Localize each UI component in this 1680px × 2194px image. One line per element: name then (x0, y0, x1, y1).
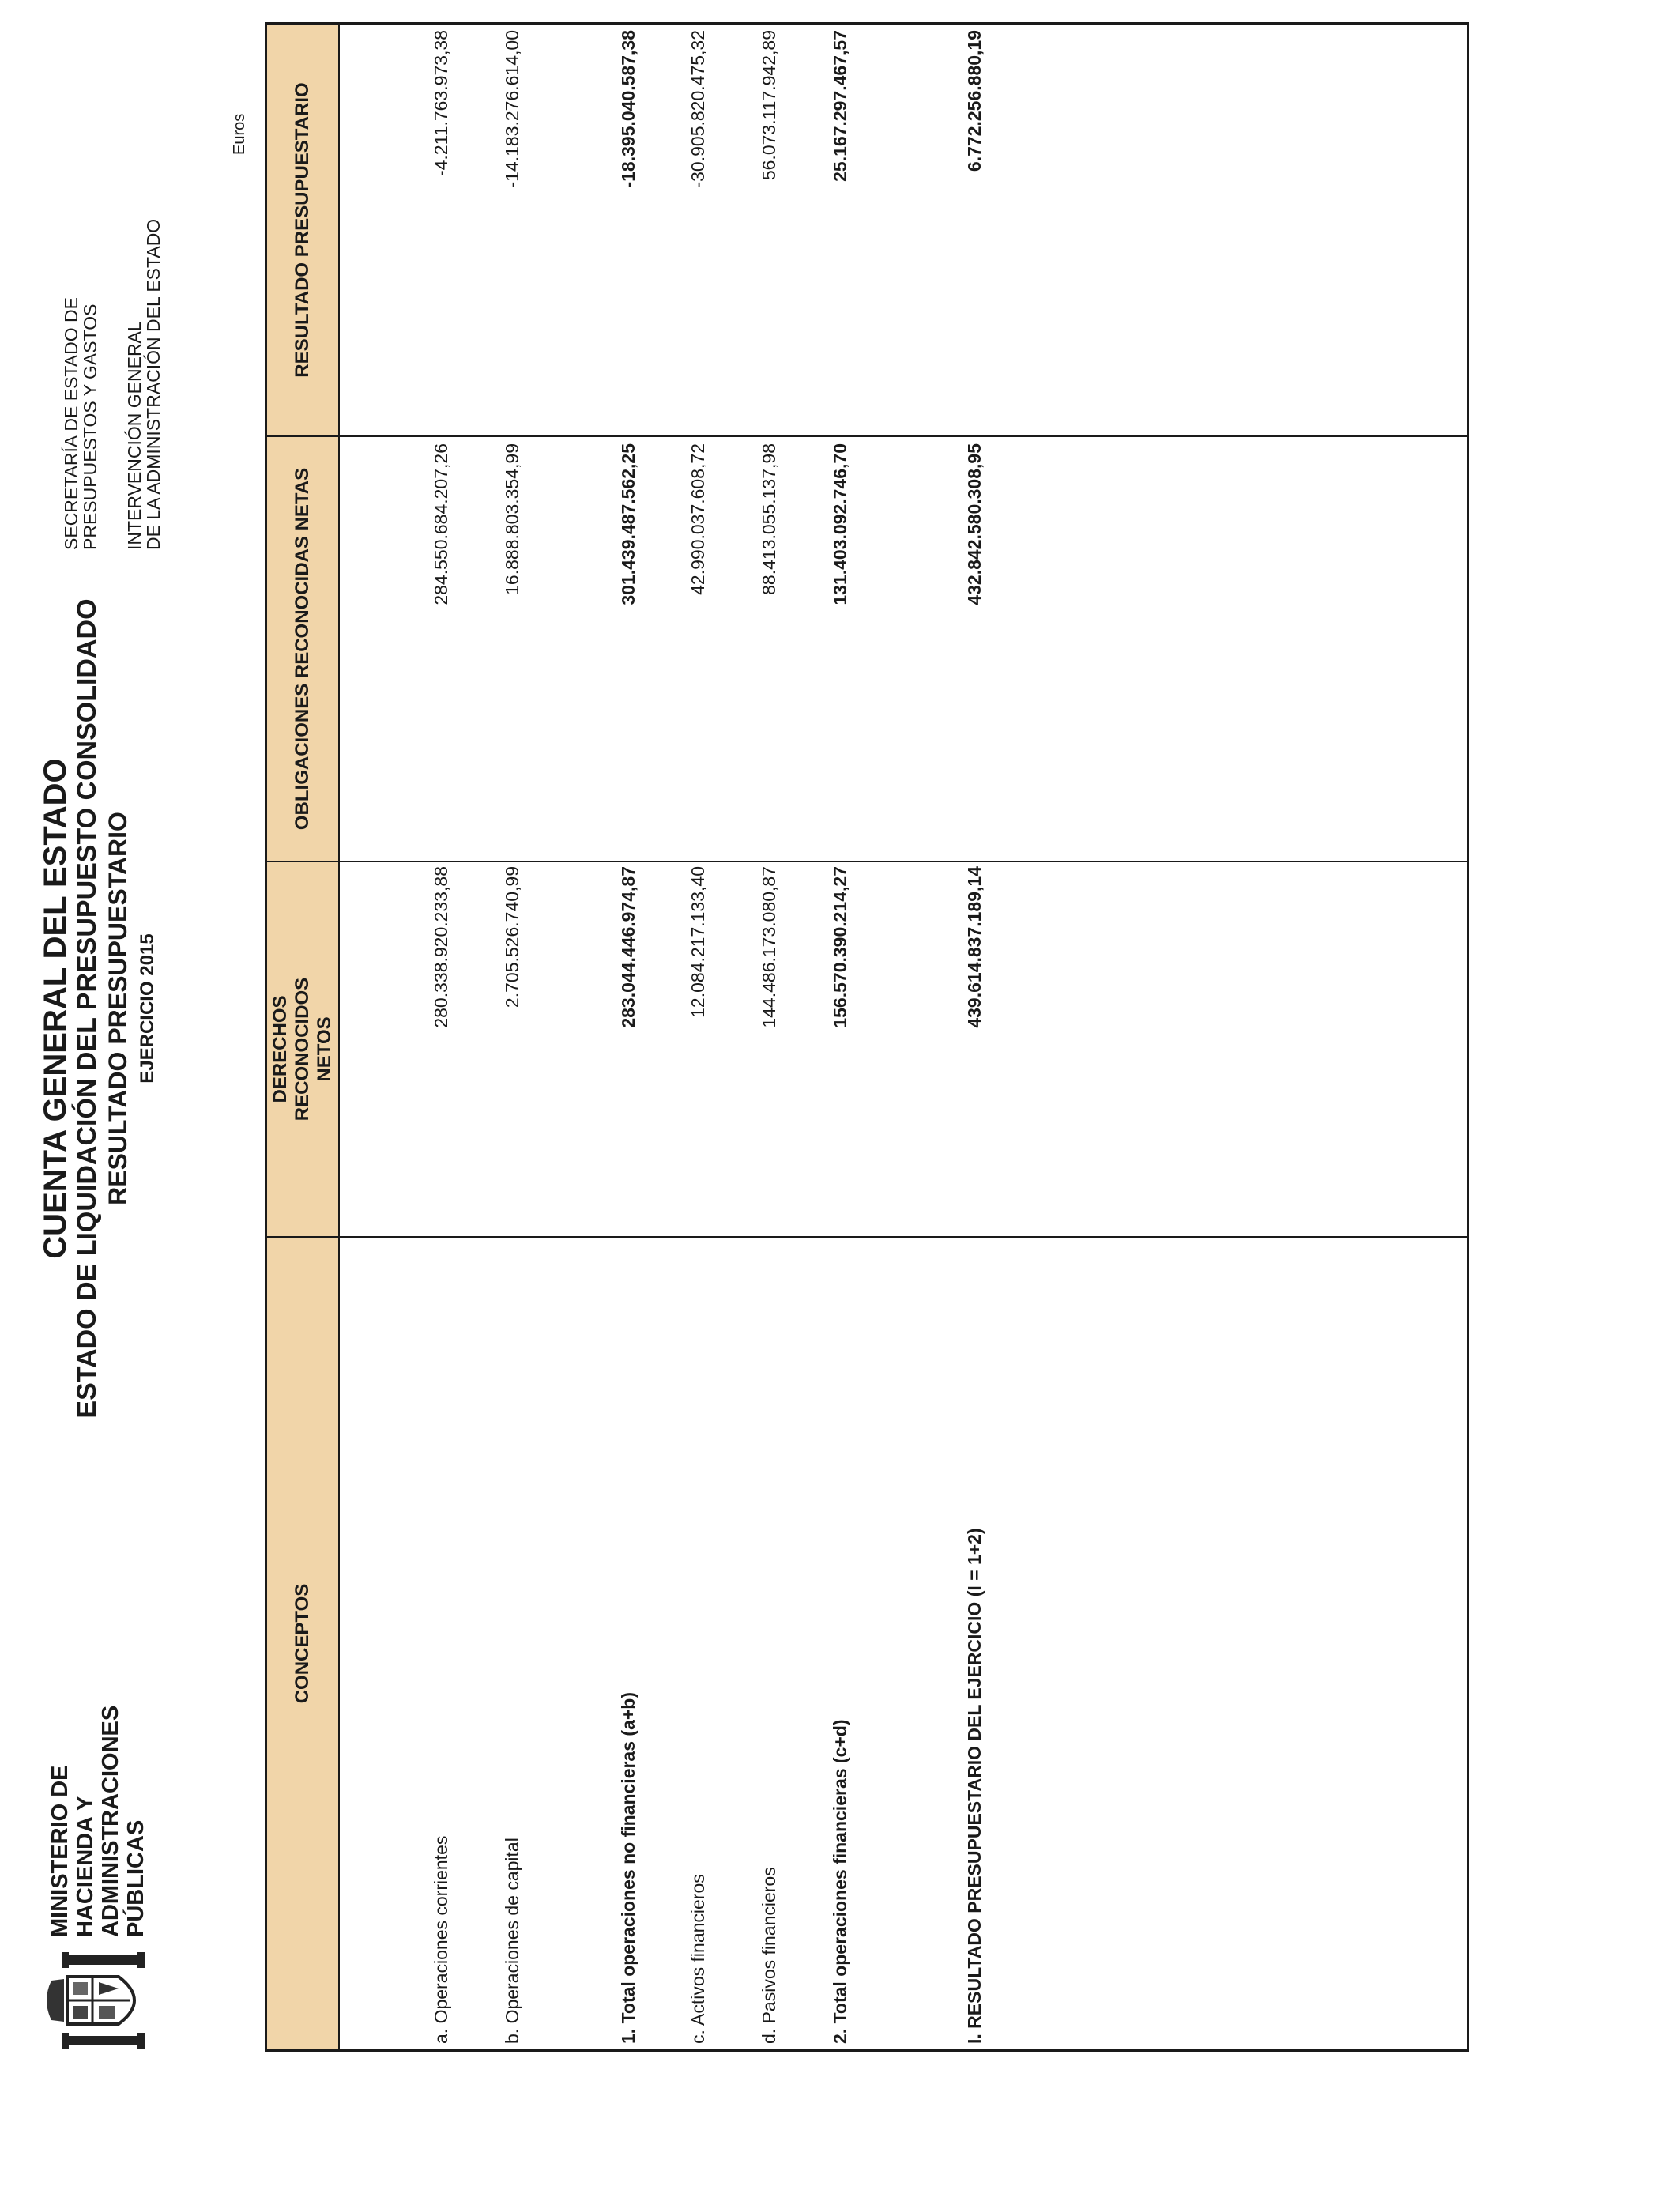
row-concept-label: 1. Total operaciones no financieras (a+b) (618, 1692, 638, 2044)
ministry-name (47, 1676, 149, 1937)
column-divider (267, 861, 1467, 862)
secretaria-block (62, 297, 100, 550)
row-resultado-value: 6.772.256.880,19 (964, 30, 985, 172)
ministry-line: HACIENDA Y (73, 1796, 98, 1937)
row-resultado-value: 25.167.297.467,57 (830, 30, 850, 182)
row-concept-label: c. Activos financieros (687, 1874, 708, 2044)
row-resultado-value: -4.211.763.973,38 (431, 30, 451, 177)
document-title-block (40, 534, 163, 1483)
row-derechos-value: 156.570.390.214,27 (830, 866, 850, 1028)
coat-of-arms-emblem (43, 1949, 154, 2052)
column-header-obligaciones: OBLIGACIONES RECONOCIDAS NETAS (292, 467, 313, 831)
row-concept-label: a. Operaciones corrientes (431, 1835, 451, 2044)
row-resultado-value: -14.183.276.614,00 (502, 30, 522, 188)
row-concept-label: 2. Total operaciones financieras (c+d) (830, 1719, 850, 2044)
row-obligaciones-value: 88.413.055.137,98 (759, 443, 779, 595)
intervencion-line: DE LA ADMINISTRACIÓN DEL ESTADO (143, 218, 164, 550)
row-resultado-value: 56.073.117.942,89 (759, 30, 779, 181)
row-obligaciones-value: 42.990.037.608,72 (687, 443, 708, 595)
row-derechos-value: 12.084.217.133,40 (687, 866, 708, 1018)
currency-unit: Euros (231, 113, 248, 155)
page-title: CUENTA GENERAL DEL ESTADO (38, 758, 73, 1259)
row-resultado-value: -30.905.820.475,32 (687, 30, 708, 188)
column-header-resultado: RESULTADO PRESUPUESTARIO (292, 82, 313, 378)
ministry-line: MINISTERIO DE (47, 1765, 73, 1937)
ministry-line: PÚBLICAS (123, 1819, 149, 1937)
row-derechos-value: 144.486.173.080,87 (759, 866, 779, 1028)
row-obligaciones-value: 432.842.580.308,95 (964, 443, 985, 605)
row-obligaciones-value: 131.403.092.746,70 (830, 443, 850, 605)
secretaria-line: SECRETARÍA DE ESTADO DE (61, 297, 81, 550)
row-derechos-value: 280.338.920.233,88 (431, 866, 451, 1028)
page-subtitle-2: RESULTADO PRESUPUESTARIO (104, 812, 132, 1205)
row-resultado-value: -18.395.040.587,38 (618, 30, 638, 188)
intervencion-line: INTERVENCIÓN GENERAL (124, 321, 145, 550)
ministry-line: ADMINISTRACIONES (98, 1705, 123, 1937)
period-label: EJERCICIO 2015 (137, 933, 158, 1084)
row-derechos-value: 283.044.446.974,87 (618, 866, 638, 1028)
column-header-derechos: DERECHOS RECONOCIDOS NETOS (269, 977, 335, 1122)
row-concept-label: b. Operaciones de capital (502, 1838, 522, 2044)
row-concept-label: d. Pasivos financieros (759, 1867, 779, 2044)
row-obligaciones-value: 301.439.487.562,25 (618, 443, 638, 605)
row-obligaciones-value: 16.888.803.354,99 (502, 443, 522, 595)
intervencion-block (125, 219, 163, 550)
secretaria-line: PRESUPUESTOS Y GASTOS (80, 303, 100, 550)
page-subtitle: ESTADO DE LIQUIDACIÓN DEL PRESUPUESTO CONSOLIDADO (72, 598, 102, 1419)
column-divider (267, 435, 1467, 437)
row-derechos-value: 2.705.526.740,99 (502, 866, 522, 1008)
column-divider (267, 1236, 1467, 1238)
row-obligaciones-value: 284.550.684.207,26 (431, 443, 451, 605)
row-derechos-value: 439.614.837.189,14 (964, 866, 985, 1028)
row-concept-label: I. RESULTADO PRESUPUESTARIO DEL EJERCICIO (I = 1+2) (964, 1528, 985, 2044)
column-header-conceptos: CONCEPTOS (292, 1583, 313, 1704)
